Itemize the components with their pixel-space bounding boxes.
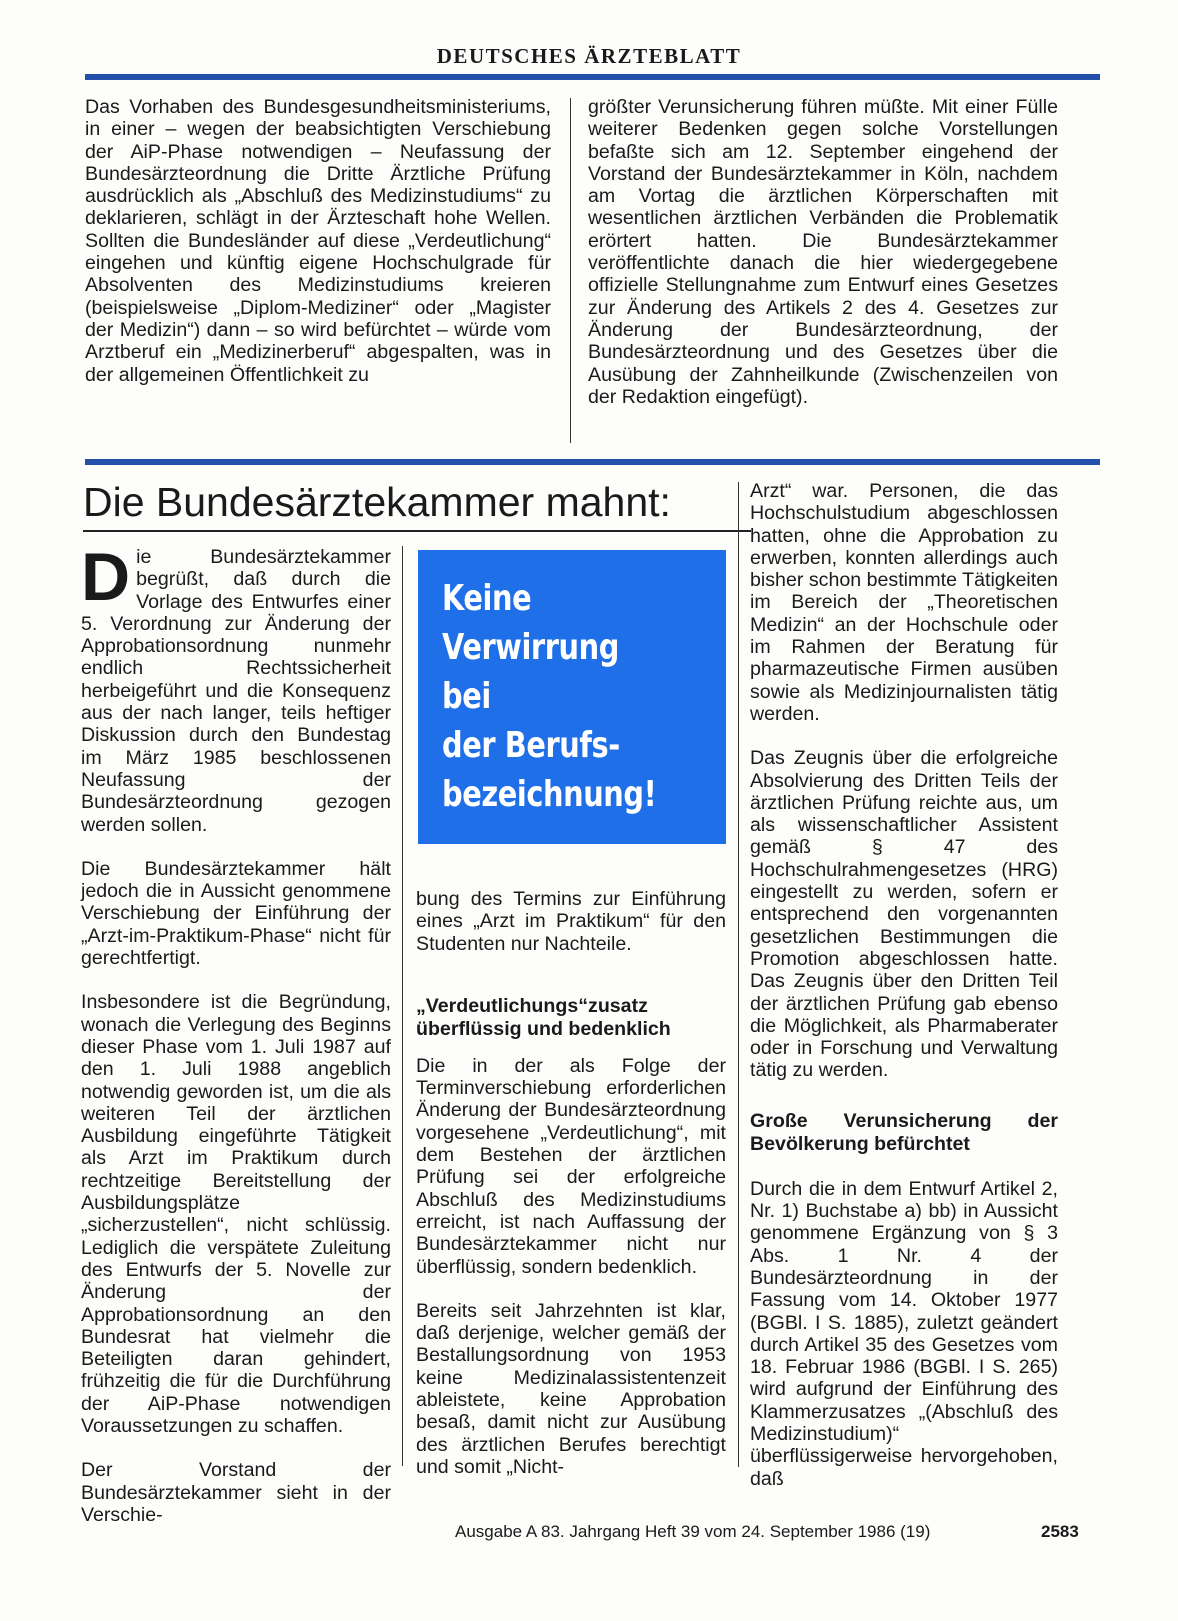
article-headline: Die Bundesärztekammer mahnt: — [83, 479, 671, 525]
paragraph: Insbesondere ist die Begründung, wonach die Verlegung des Beginns dieser Phase vom 1. Juli 1987 auf den 1. Juli 1988 angeblich notwendig geworden ist, um die als weiteren Teil der ärztlichen Ausbildung eingeführte Tätigkeit als Arzt im Praktikum durch rechtzeitige Bereitstellung der Ausbildungsplätze „sicherzustellen“, nicht schlüssig. Lediglich die verspätete Zuleitung des Entwurfs der 5. Novelle zur Änderung der Approbationsordnung an den Bundesrat hat vielmehr die Beteiligten daran gehindert, frühzeitig die für die Durchführung der AiP-Phase notwendigen Voraussetzungen zu schaffen. — [81, 991, 391, 1437]
article-column-1 — [81, 539, 391, 1548]
intro-column-divider — [570, 98, 571, 443]
article-column-2 — [416, 888, 726, 1500]
paragraph: Die Bundesärztekammer hält jedoch die in Aussicht genommene Verschiebung der Einführung der „Arzt-im-Praktikum-Phase“ nicht für gerechtfertigt. — [81, 857, 391, 970]
lead-paragraph: Die Bundesärztekammer begrüßt, daß durch die Vorlage des Entwurfes einer 5. Verordnung zur Änderung der Approbationsordnung nunmehr endlich Rechtssicherheit herbeigeführt und die Konsequenz aus der nach langer, teils heftiger Diskussion durch den Bundestag im März 1985 beschlossenen Neufassung der Bundesärzteordnung gezogen werden sollen. — [81, 539, 391, 836]
top-divider — [85, 74, 1100, 80]
column-divider-1 — [402, 546, 403, 1466]
intro-right-column — [588, 96, 1058, 430]
subheading: „Verdeutlichungs“zusatz überflüssig und bedenklich — [416, 994, 671, 1040]
highlight-box-title: Keine Verwirrung bei der Berufs- bezeichnung! — [442, 578, 657, 815]
paragraph: Das Zeugnis über die erfolgreiche Absolvierung des Dritten Teils der ärztlichen Prüfung reichte aus, um als wissenschaftlicher Assistent gemäß § 47 des Hochschulrahmengesetzes (HRG) eingestellt zu werden, sofern er entsprechend den vorgenannten gesetzlichen Bestimmungen die Promotion abgeschlossen hatte. Das Zeugnis über den Dritten Teil der ärztlichen Prüfung gab ebenso die Möglichkeit, als Pharmaberater oder in Forschung und Verwaltung tätig zu werden. — [750, 747, 1058, 1082]
masthead: DEUTSCHES ÄRZTEBLATT — [436, 44, 742, 68]
issue-info: Ausgabe A 83. Jahrgang Heft 39 vom 24. September 1986 (19) — [455, 1522, 931, 1541]
page-number: 2583 — [1041, 1522, 1079, 1541]
paragraph: Bereits seit Jahrzehnten ist klar, daß derjenige, welcher gemäß der Bestallungsordnung von 1953 keine Medizinalassistentenzeit ableistete, keine Approbation besaß, damit nicht zur Ausübung des ärztlichen Berufes berechtigt und somit „Nicht- — [416, 1299, 726, 1478]
intro-left-column — [85, 96, 551, 408]
paragraph: Die in der als Folge der Terminverschiebung erforderlichen Änderung der Bundesärzteordnung vorgesehene „Verdeutlichung“, mit dem Bestehen der ärztlichen Prüfung sei der erfolgreiche Abschluß des Medizinstudiums erreicht, ist nach Auffassung der Bundesärztekammer nicht nur überflüssig, sondern bedenklich. — [416, 1054, 726, 1278]
paragraph: Der Vorstand der Bundesärztekammer sieht in der Verschie- — [81, 1459, 391, 1526]
page-footer — [455, 1522, 1105, 1542]
section-divider — [85, 459, 1100, 465]
intro-left-text: Das Vorhaben des Bundesgesundheitsministeriums, in einer – wegen der beabsichtigten Verschiebung der AiP-Phase notwendigen – Neufassung der Bundesärzteordnung die Dritte Ärztliche Prüfung ausdrücklich als „Abschluß des Medizinstudiums“ zu deklarieren, schlägt in der Ärzteschaft hohe Wellen. Sollten die Bundesländer auf diese „Verdeutlichung“ eingehen und künftig eigene Hochschulgrade für Absolventen des Medizinstudiums kreieren (beispielsweise „Diplom-Mediziner“ oder „Magister der Medizin“) dann – so wird befürchtet – würde vom Arztberuf ein „Medizinerberuf“ abgespalten, was in der allgemeinen Öffentlichkeit zu — [85, 96, 551, 386]
column-divider-2 — [738, 482, 739, 1467]
highlight-box — [418, 550, 726, 844]
headline-underline — [83, 530, 751, 532]
subheading: Große Verunsicherung der Bevölkerung befürchtet — [750, 1109, 1058, 1155]
paragraph: Durch die in dem Entwurf Artikel 2, Nr. 1) Buchstabe a) bb) in Aussicht genommene Ergänzung von § 3 Abs. 1 Nr. 4 der Bundesärzteordnung in der Fassung vom 14. Oktober 1977 (BGBl. I S. 1885), zuletzt geändert durch Artikel 35 des Gesetzes vom 18. Februar 1986 (BGBl. I S. 265) wird aufgrund der Einführung des Klammerzusatzes „(Abschluß des Medizinstudium)“ überflüssigerweise hervorgehoben, daß — [750, 1177, 1058, 1490]
article-column-3 — [750, 480, 1058, 1512]
dropcap: D — [81, 539, 131, 615]
intro-right-text: größter Verunsicherung führen müßte. Mit einer Fülle weiterer Bedenken gegen solche Vorstellungen befaßte sich am 12. September eingehend der Vorstand der Bundesärztekammer in Köln, nachdem am Vortag die ärztlichen Körperschaften mit wesentlichen ärztlichen Verbänden die Problematik erörtert hatten. Die Bundesärztekammer veröffentlichte danach die hier wiedergegebene offizielle Stellungnahme zum Entwurf eines Gesetzes zur Änderung des Artikels 2 des 4. Gesetzes zur Änderung der Bundesärzteordnung, der Bundesärzteordnung und des Gesetzes über die Ausübung der Zahnheilkunde (Zwischenzeilen von der Redaktion eingefügt). — [588, 96, 1058, 408]
paragraph: bung des Termins zur Einführung eines „Arzt im Praktikum“ für den Studenten nur Nachteile. — [416, 888, 726, 955]
paragraph: Arzt“ war. Personen, die das Hochschulstudium abgeschlossen hatten, ohne die Approbation zu erwerben, konnten allerdings auch bisher schon bestimmte Tätigkeiten im Bereich der „Theoretischen Medizin“ an der Hochschule oder im Rahmen der Beratung für pharmazeutische Firmen ausüben sowie als Medizinjournalisten tätig werden. — [750, 480, 1058, 725]
